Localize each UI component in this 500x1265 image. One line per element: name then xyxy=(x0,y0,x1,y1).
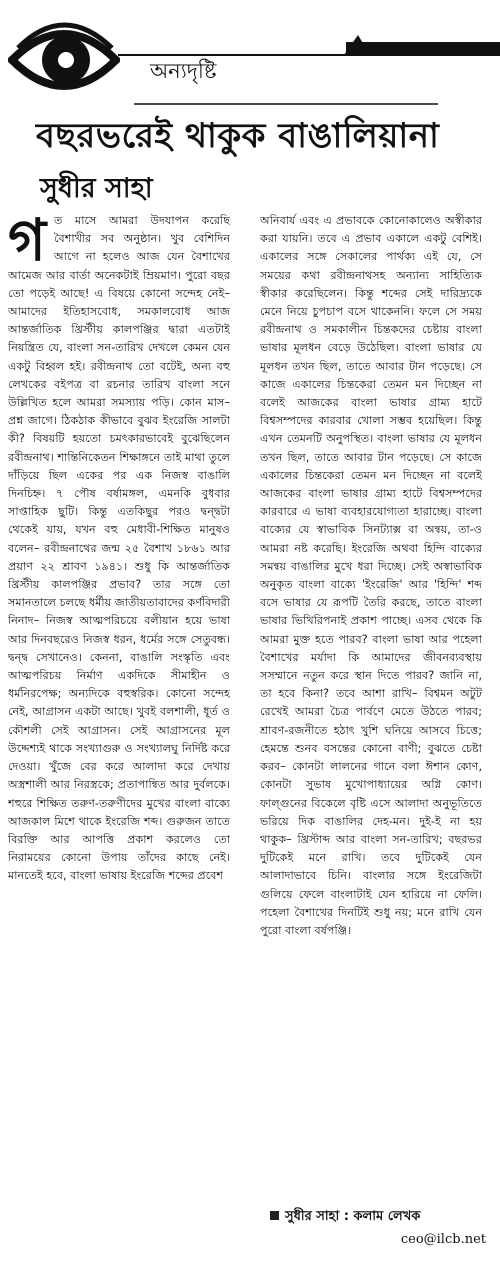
article-column-left xyxy=(8,212,230,1257)
article-column-right xyxy=(260,212,482,1192)
signoff-text: সুধীর সাহা : কলাম লেখক xyxy=(285,1209,421,1224)
dropcap: গ xyxy=(8,212,47,274)
right-column-text: অনিবার্য এবং এ প্রভাবকে কোনোকালেও অস্বীকার করা যায়নি। তবে এ প্রভাব একালে একটু বেশিই। একালের সঙ্গে সেকালের পার্থক্য এই যে, সে সময়ের কথা রবীন্দ্রনাথসহ অন্যান্য সাহিত্যিক স্বীকার করেছিলেন। কিন্তু শব্দের সেই দারিদ্র্যকে মেনে নিয়ে চুপচাপ বসে থাকেননি। ফলে সে সময় রবীন্দ্রনাথ ও সমকালীন চিন্তকদের চেষ্টায় বাংলা ভাষার মূলধন বেড়ে উঠেছিল। বাংলা ভাষার যে মূলধন তখন ছিল, তাতে আবার টান পড়েছে। সে কাজে একালের চিন্তকেরা তেমন মন দিচ্ছেন না বলেই আজকের বাংলা ভাষার গ্রাম্য হাটে বিশ্বসম্পদের কারবার খোলা সম্ভব হয়েছিল। কিন্তু এখন তেমনটি অনুপস্থিত। বাংলা ভাষার যে মূলধন তখন ছিল, তাতে আবার টান পড়েছে। সে কাজে একালের চিন্তকেরা তেমন মন দিচ্ছেন না বলেই আজকের বাংলা ভাষার গ্রাম্য হাটে বিশ্বসম্পদের কারবারে এ ভাষা ব্যবহারযোগ্যতা হারাচ্ছে। বাংলা বাক্যের যে স্বাভাবিক সিনট্যাক্স বা অন্বয়, তা-ও আমরা নষ্ট করেছি। ইংরেজি অথবা হিন্দি বাক্যের সমন্বয় বাঙালির মুখে ধরা দিচ্ছে। সেই অস্বাভাবিক অনুকৃত বাংলা বাক্যে 'ইংরেজি' আর 'হিন্দি' শব্দ বসে ভাষার যে রূপটি তৈরি করছে, তাতে বাংলা ভাষার ভিখিরিপনাই প্রকাশ পাচ্ছে। এসব থেকে কি আমরা মুক্ত হতে পারব? বাংলা ভাষা আর পহেলা বৈশাখের মর্যাদা কি আমাদের জীবনব্যবস্থায় সসম্মানে নতুন করে স্থান দিতে পারব? জানি না, তা হবে কিনা? তবে আশা রাখি– বিশ্বমন অটুট রেখেই আমরা চৈত্র পার্বণে মেতে উঠতে পারব; শ্রাবণ-রজনীতে হঠাৎ খুশি ঘনিয়ে আসবে চিত্তে; হেমন্তে শুনব বসন্তের কোনো বাণী; বুঝতে চেষ্টা করব– কোনটা লালনের গানে বলা ঈশান কোণ, কোনটা সুভাষ মুখোপাধ্যায়ের অগ্নি কোণ। ফাল্গুনের বিকেলে বৃষ্টি এসে আলাদা অনুভূতিতে ভরিয়ে দিক বাঙালির দেহ-মন। দুই-ই না হয় থাকুক– খ্রিস্টাব্দ আর বাংলা সন-তারিখ; বছরভর দুটিকেই মনে রাখি। তবে দুটিকেই যেন আলাদাভাবে চিনি। বাংলার সঙ্গে ইংরেজিটা গুলিয়ে ফেলে বাংলাটাই যেন হারিয়ে না ফেলি। পহেলা বৈশাখের দিনটিই শুধু নয়; মনে রাখি যেন পুরো বাংলা বর্ষপঞ্জি। xyxy=(260,214,482,937)
article-title: বছরভরেই থাকুক বাঙালিয়ানা xyxy=(36,116,440,156)
section-label: অন্যদৃষ্টি xyxy=(150,59,217,83)
column-header xyxy=(0,0,500,110)
eye-logo-icon xyxy=(8,8,120,108)
author-signoff xyxy=(270,1207,496,1228)
article-author: সুধীর সাহা xyxy=(40,173,153,204)
square-bullet-icon xyxy=(270,1211,279,1220)
left-column-text: ত মাসে আমরা উদযাপন করেছি বৈশাখীর সব অনুষ্ঠান। খুব বেশিদিন আগে না হলেও আজ যেন বৈশাখের আমেজ আর বার্তা অনেকটাই ম্রিয়মাণ। পুরো বছর তো পড়েই আছে! এ বিষয়ে কোনো সন্দেহ নেই– আমাদের ইতিহাসবোধ, সমকালবোধ আজ আন্তর্জাতিক খ্রিস্টীয় কালপঞ্জির দ্বারা এতটাই নিয়ন্ত্রিত যে, বাংলা সন-তারিখ দেখলে কেমন যেন একটু বিহ্বল হই। রবীন্দ্রনাথ তো বটেই, অন্য বহু লেখকের বইপত্র বা রচনার তারিখ বাংলা সনে উল্লিখিত হলে আমরা সমস্যায় পড়ি। কোন মাস–প্রশ্ন জাগে। ঠিকঠাক কীভাবে বুঝব ইংরেজি সালটা কী? বিষয়টি হয়তো চমৎকারভাবেই বুঝেছিলেন রবীন্দ্রনাথ। শান্তিনিকেতন শিক্ষাঙ্গনে তাই মাথা তুলে দাঁড়িয়ে ছিল একের পর এক নিজস্ব বাঙালি দিনচিহ্ন। ৭ পৌষ বর্ষামঙ্গল, এমনকি বুধবার সাপ্তাহিক ছুটি। কিন্তু এতকিছুর পরও দ্বন্দ্বটা থেকেই যায়, যখন বহু মেধাবী-শিক্ষিত মানুষও বলেন– রবীন্দ্রনাথের জন্ম ২৫ বৈশাখ ১৮৬১ আর প্রয়াণ ২২ শ্রাবণ ১৯৪১। শুধু কি আন্তর্জাতিক খ্রিস্টীয় কালপঞ্জির প্রভাব? তার সঙ্গে তো সমানতালে চলছে ধর্মীয় জাতীয়তাবাদের কর্ণবিদারী নিনাদ– নিজস্ব আত্মপরিচয়ে বলীয়ান হয়ে ভাষা আর দিনবছরেও নিজস্ব ধরন, ধর্মের সঙ্গে সেতুবন্ধ। দ্বন্দ্ব সেখানেও। কেননা, বাঙালি সংস্কৃতি এবং আত্মপরিচয় নির্মাণ একদিকে সীমাহীন ও ধর্মনিরপেক্ষ; অন্যদিকে বহুস্বরিক। কোনো সন্দেহ নেই, আগ্রাসন একটা আছে। খুবই বলশালী, ধূর্ত ও কৌশলী সেই আগ্রাসন। সেই আগ্রাসনের মূল উদ্দেশ্যই থাকে সংখ্যাগুরু ও সংখ্যালঘু নির্দিষ্ট করে দেওয়া। খুঁজে বের করে আলাদা করে দেখায় অস্ত্রশালী আর নিরস্ত্রকে; প্রতাপান্বিত আর দুর্বলকে। শহুরে শিক্ষিত তরুণ-তরুণীদের মুখের বাংলা বাক্যে আজকাল মিশে থাকে ইংরেজি শব্দ। গুরুজন তাতে বিরক্তি আর আপত্তি প্রকাশ করলেও তো নিরাময়ের কোনো উপায় তাঁদের কাছে নেই। মানতেই হবে, বাংলা ভাষায় ইংরেজি শব্দের প্রবেশ xyxy=(8,214,230,883)
author-email: ceo@ilcb.net xyxy=(400,1232,486,1247)
